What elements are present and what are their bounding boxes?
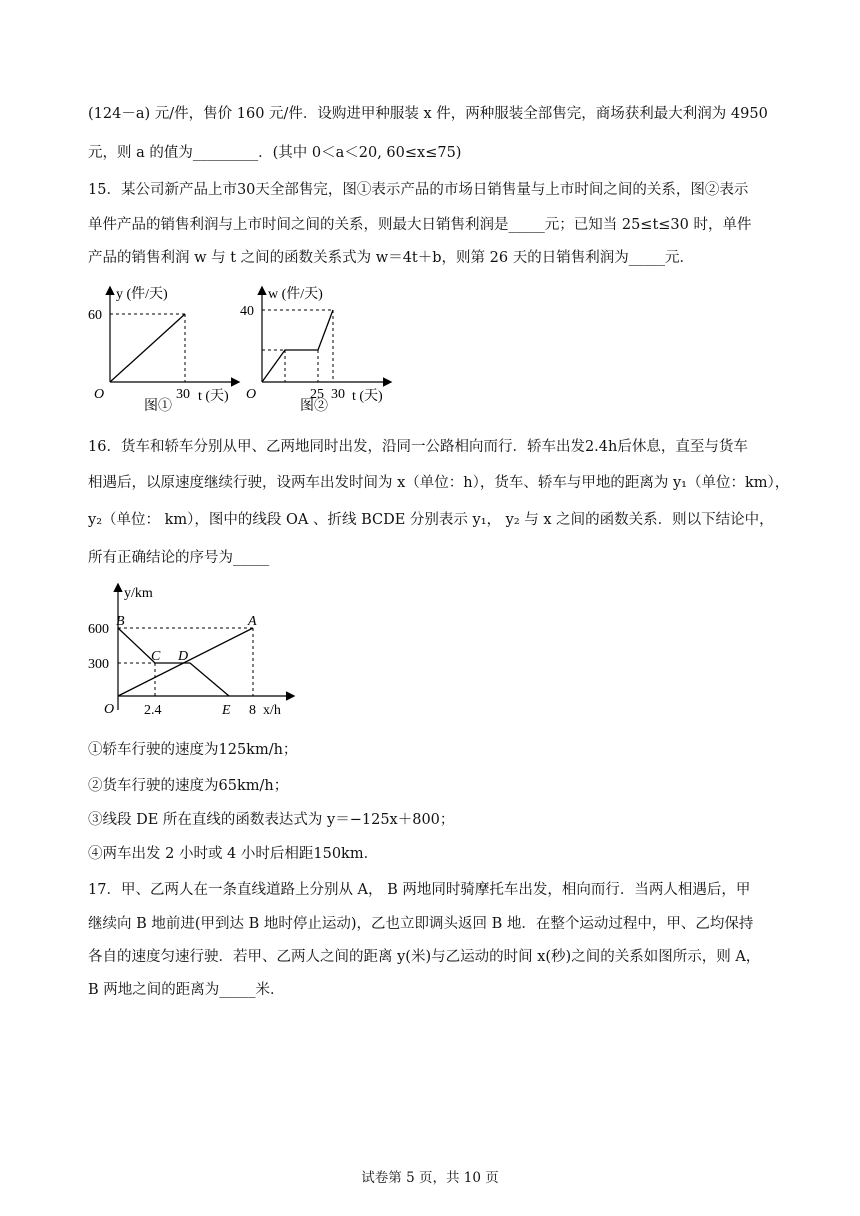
fig1-ylabel: y (件/天) xyxy=(116,287,168,302)
page-footer: 试卷第 5 页，共 10 页 xyxy=(361,1170,499,1186)
figure-3 xyxy=(88,580,308,720)
fig2-ylabel: w (件/天) xyxy=(268,287,323,302)
fig3-xtick-8: 8 xyxy=(249,703,256,718)
q16-line-2: 相遇后，以原速度继续行驶，设两车出发时间为 x（单位：h），货车、轿车与甲地的距离为 y₁（单位：km）， xyxy=(88,475,790,491)
fig3-point-c: C xyxy=(151,649,161,664)
fig2-xtick-30: 30 xyxy=(331,387,345,402)
fig3-xtick-2-4: 2.4 xyxy=(144,703,162,718)
fig3-point-a: A xyxy=(248,614,257,629)
fig3-ytick-600: 600 xyxy=(88,622,109,637)
fig3-point-b: B xyxy=(116,614,125,629)
q15-line-2: 单件产品的销售利润与上市时间之间的关系，则最大日销售利润是_____元；已知当 25≤t≤30 时，单件 xyxy=(88,217,752,233)
fig2-origin: O xyxy=(246,387,257,402)
option-2: ②货车行驶的速度为65km/h； xyxy=(88,778,289,794)
q17-line-4: B 两地之间的距离为_____米． xyxy=(88,982,285,998)
q16-line-4: 所有正确结论的序号为_____ xyxy=(88,550,270,566)
fig2-ytick: 40 xyxy=(240,304,254,319)
q15-line-1: 15．某公司新产品上市30天全部售完，图①表示产品的市场日销售量与上市时间之间的关系，图②表示 xyxy=(88,182,749,198)
q16-line-3: y₂（单位： km），图中的线段 OA 、折线 BCDE 分别表示 y₁， y₂ 与 x 之间的函数关系．则以下结论中， xyxy=(88,512,774,528)
q17-line-3: 各自的速度匀速行驶．若甲、乙两人之间的距离 y(米)与乙运动的时间 x(秒)之间的关系如图所示，则 A， xyxy=(88,949,761,965)
q17-line-1: 17．甲、乙两人在一条直线道路上分别从 A， B 两地同时骑摩托车出发，相向而行．当两人相遇后，甲 xyxy=(88,882,751,898)
option-1: ①轿车行驶的速度为125km/h； xyxy=(88,742,298,758)
fig3-ytick-300: 300 xyxy=(88,657,109,672)
q16-line-1: 16．货车和轿车分别从甲、乙两地同时出发，沿同一公路相向而行．轿车出发2.4h后休息，直至与货车 xyxy=(88,439,748,455)
q15-line-3: 产品的销售利润 w 与 t 之间的函数关系式为 w＝4t＋b，则第 26 天的日销售利润为_____元． xyxy=(88,250,694,266)
fig3-origin: O xyxy=(104,702,115,717)
figure-1 xyxy=(88,282,248,412)
fig1-xlabel: t (天) xyxy=(198,389,229,404)
fig1-origin: O xyxy=(94,387,105,402)
fig2-caption: 图② xyxy=(300,399,328,412)
fig2-xlabel: t (天) xyxy=(352,389,383,404)
fig2-xtick-25: 25 xyxy=(310,387,324,402)
figure-2 xyxy=(240,282,400,412)
fig1-xtick: 30 xyxy=(176,387,190,402)
fig3-xlabel: x/h xyxy=(263,703,281,718)
fig1-caption: 图① xyxy=(144,399,172,412)
fig3-point-e: E xyxy=(222,703,231,718)
fig3-point-d: D xyxy=(178,649,189,664)
q17-line-2: 继续向 B 地前进(甲到达 B 地时停止运动)，乙也立即调头返回 B 地．在整个运动过程中，甲、乙均保持 xyxy=(88,916,754,932)
option-4: ④两车出发 2 小时或 4 小时后相距150km． xyxy=(88,846,379,862)
fig1-ytick: 60 xyxy=(88,308,102,323)
fig3-ylabel: y/km xyxy=(124,586,153,601)
option-3: ③线段 DE 所在直线的函数表达式为 y＝−125x＋800； xyxy=(88,812,455,828)
line-2: 元，则 a 的值为_________．(其中 0＜a＜20, 60≤x≤75) xyxy=(88,145,462,161)
line-1: (124－a) 元/件，售价 160 元/件．设购进甲种服装 x 件，两种服装全部售完，商场获利最大利润为 4950 xyxy=(88,106,768,122)
